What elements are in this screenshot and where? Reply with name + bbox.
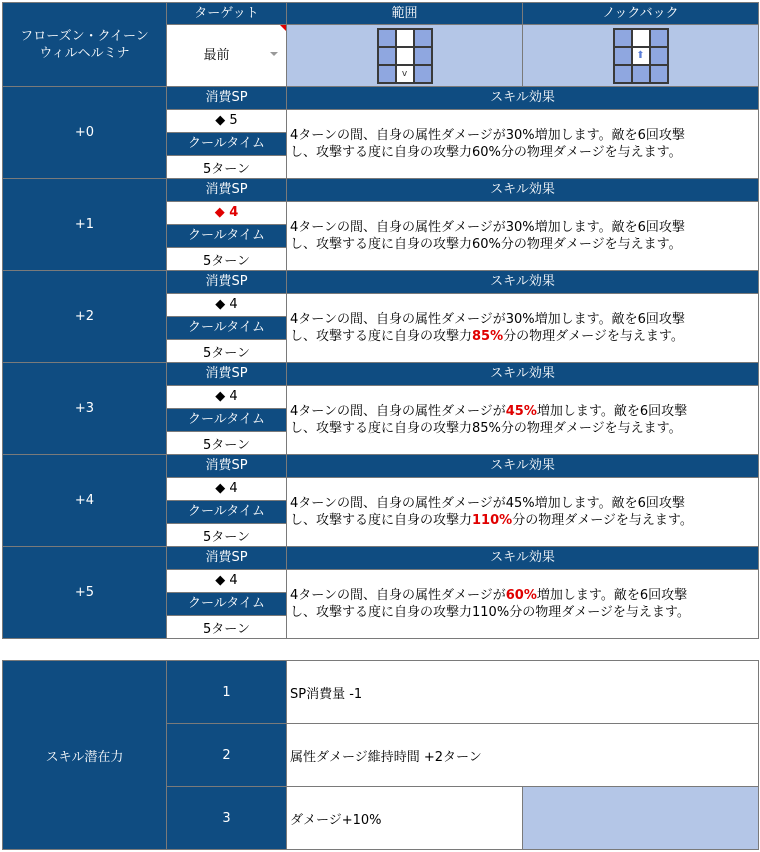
effect-header: スキル効果 — [287, 87, 759, 110]
range-header: 範囲 — [287, 3, 523, 25]
range-cell — [287, 25, 523, 87]
effect-text — [287, 202, 759, 271]
cooldown-header: クールタイム — [167, 501, 287, 524]
effect-line1-c: 増加します。敵を6回攻撃 — [534, 128, 685, 143]
effect-line2-c: 分の物理ダメージを与えます。 — [500, 237, 682, 252]
effect-line1-c: 増加します。敵を6回攻撃 — [534, 496, 685, 511]
effect-text — [287, 570, 759, 639]
character-name-line1: フローズン・クイーン — [20, 28, 149, 44]
effect-line1-c: 増加します。敵を6回攻撃 — [534, 312, 685, 327]
cooldown-value: 5ターン — [167, 616, 287, 639]
potential-text-1: SP消費量 -1 — [287, 661, 759, 724]
level-label: +4 — [3, 455, 167, 547]
effect-text — [287, 386, 759, 455]
effect-line2-c: 分の物理ダメージを与えます。 — [509, 605, 690, 620]
effect-header: スキル効果 — [287, 547, 759, 570]
effect-line2-value: 85% — [472, 421, 501, 436]
character-name-line2: ウィルヘルミナ — [39, 45, 130, 61]
effect-line1-a: 4ターンの間、自身の属性ダメージが — [290, 312, 506, 327]
effect-line1-value: 30% — [505, 128, 535, 143]
target-value: 最前 — [203, 47, 230, 63]
target-header: ターゲット — [167, 3, 287, 25]
comment-flag-icon — [280, 25, 286, 31]
effect-text — [287, 294, 759, 363]
effect-header: スキル効果 — [287, 455, 759, 478]
effect-header: スキル効果 — [287, 179, 759, 202]
effect-line2-value: 85% — [472, 329, 504, 344]
sp-header: 消費SP — [167, 179, 287, 202]
knockback-header: ノックバック — [523, 3, 759, 25]
effect-header: スキル効果 — [287, 363, 759, 386]
effect-line2-c: 分の物理ダメージを与えます。 — [503, 329, 684, 344]
effect-line2-c: 分の物理ダメージを与えます。 — [500, 145, 682, 160]
sp-value: ◆ 4 — [167, 570, 287, 593]
effect-line1-value: 60% — [505, 588, 537, 603]
cooldown-header: クールタイム — [167, 317, 287, 340]
level-label: +5 — [3, 547, 167, 639]
sp-header: 消費SP — [167, 363, 287, 386]
sp-header: 消費SP — [167, 547, 287, 570]
sp-value: ◆ 5 — [167, 110, 287, 133]
level-label: +1 — [3, 179, 167, 271]
effect-line2-value: 110% — [472, 605, 510, 620]
effect-line1-a: 4ターンの間、自身の属性ダメージが — [290, 496, 506, 511]
effect-line2-c: 分の物理ダメージを与えます。 — [512, 513, 693, 528]
skill-table — [2, 2, 759, 639]
effect-line2-value: 110% — [472, 513, 513, 528]
effect-line2-value: 60% — [472, 237, 501, 252]
sp-value: ◆ 4 — [167, 478, 287, 501]
effect-text — [287, 478, 759, 547]
effect-line2-a: し、攻撃する度に自身の攻撃力 — [290, 237, 473, 252]
dropdown-arrow-icon[interactable] — [270, 52, 278, 56]
potential-title: スキル潜在力 — [3, 661, 167, 850]
effect-line1-a: 4ターンの間、自身の属性ダメージが — [290, 220, 506, 235]
effect-line1-value: 45% — [505, 496, 535, 511]
cooldown-value: 5ターン — [167, 156, 287, 179]
effect-header: スキル効果 — [287, 271, 759, 294]
knockback-arrow-icon: ⬆ — [636, 49, 645, 61]
cooldown-value: 5ターン — [167, 432, 287, 455]
character-name — [3, 3, 167, 87]
potential-table — [2, 660, 759, 850]
cooldown-header: クールタイム — [167, 225, 287, 248]
potential-num-2: 2 — [167, 724, 287, 787]
potential-num-3: 3 — [167, 787, 287, 850]
effect-line1-value: 30% — [505, 312, 535, 327]
effect-line1-c: 増加します。敵を6回攻撃 — [536, 588, 688, 603]
effect-line2-a: し、攻撃する度に自身の攻撃力 — [290, 329, 473, 344]
cooldown-header: クールタイム — [167, 133, 287, 156]
sp-header: 消費SP — [167, 455, 287, 478]
potential-text-2: 属性ダメージ維持時間 +2ターン — [287, 724, 759, 787]
range-marker: v — [401, 68, 408, 79]
sp-header: 消費SP — [167, 87, 287, 110]
effect-line2-c: 分の物理ダメージを与えます。 — [500, 421, 682, 436]
knockback-grid-icon — [613, 28, 669, 84]
cooldown-value: 5ターン — [167, 248, 287, 271]
effect-line1-a: 4ターンの間、自身の属性ダメージが — [290, 128, 506, 143]
potential-empty-cell — [523, 787, 759, 850]
level-label: +3 — [3, 363, 167, 455]
cooldown-value: 5ターン — [167, 340, 287, 363]
sp-value: ◆ 4 — [167, 386, 287, 409]
effect-line1-value: 45% — [505, 404, 537, 419]
cooldown-header: クールタイム — [167, 593, 287, 616]
sp-header: 消費SP — [167, 271, 287, 294]
effect-line1-c: 増加します。敵を6回攻撃 — [534, 220, 685, 235]
effect-line2-a: し、攻撃する度に自身の攻撃力 — [290, 421, 473, 436]
effect-line1-value: 30% — [505, 220, 535, 235]
effect-line2-a: し、攻撃する度に自身の攻撃力 — [290, 605, 473, 620]
effect-line2-a: し、攻撃する度に自身の攻撃力 — [290, 145, 473, 160]
level-label: +2 — [3, 271, 167, 363]
potential-num-1: 1 — [167, 661, 287, 724]
range-grid-icon — [377, 28, 433, 84]
sp-value: ◆ 4 — [167, 294, 287, 317]
sp-value: ◆ 4 — [167, 202, 287, 225]
effect-line1-a: 4ターンの間、自身の属性ダメージが — [290, 588, 506, 603]
effect-line1-c: 増加します。敵を6回攻撃 — [536, 404, 688, 419]
effect-line2-value: 60% — [472, 145, 501, 160]
knockback-cell — [523, 25, 759, 87]
target-dropdown[interactable] — [167, 25, 287, 87]
potential-text-3: ダメージ+10% — [287, 787, 523, 850]
cooldown-header: クールタイム — [167, 409, 287, 432]
effect-text — [287, 110, 759, 179]
effect-line1-a: 4ターンの間、自身の属性ダメージが — [290, 404, 506, 419]
cooldown-value: 5ターン — [167, 524, 287, 547]
level-label: +0 — [3, 87, 167, 179]
effect-line2-a: し、攻撃する度に自身の攻撃力 — [290, 513, 473, 528]
